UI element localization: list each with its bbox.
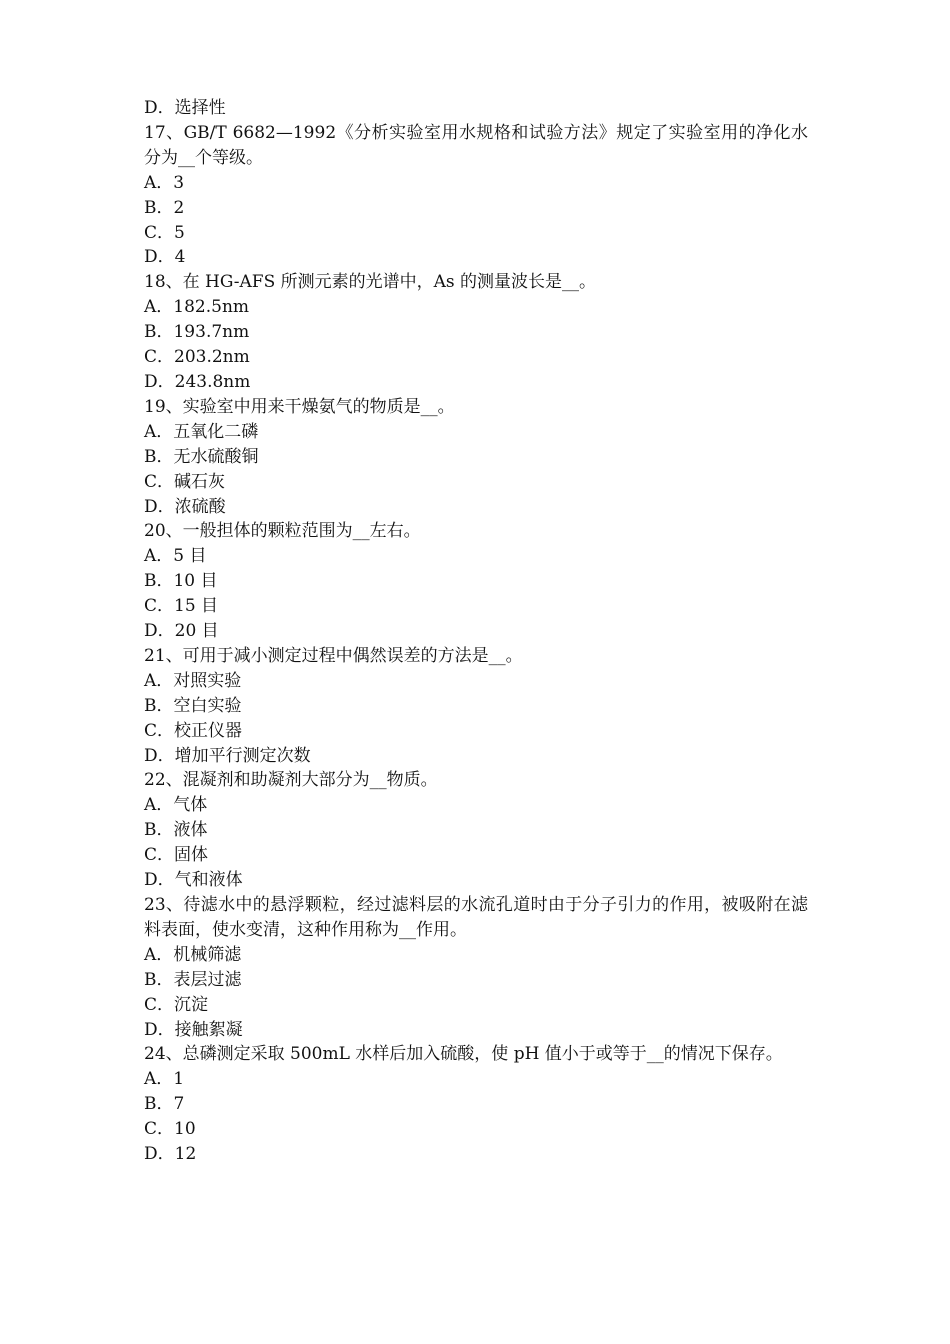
question-block [144,270,808,395]
answer-option: D．增加平行测定次数 [144,745,311,766]
answer-option: A．3 [144,172,185,193]
answer-option: C．5 [144,222,185,243]
question-block [144,395,808,520]
answer-option: A．5 目 [144,546,207,567]
answer-option: A．机械筛滤 [144,944,242,965]
answer-option: C．固体 [144,845,209,866]
question-stem: 17、GB/T 6682—1992《分析实验室用水规格和试验方法》规定了实验室用的净化水分为__个等级。 [144,122,808,168]
answer-option: B．表层过滤 [144,969,242,990]
answer-option: C．碱石灰 [144,471,226,492]
question-block [144,121,808,270]
answer-option: B．空白实验 [144,695,242,716]
answer-option: A．气体 [144,795,208,816]
question-stem: 20、一般担体的颗粒范围为__左右。 [144,521,421,542]
answer-option: A．1 [144,1069,185,1090]
answer-option: C．10 [144,1119,196,1140]
question-stem: 23、待滤水中的悬浮颗粒，经过滤料层的水流孔道时由于分子引力的作用，被吸附在滤料表面，使水变清，这种作用称为__作用。 [144,895,808,940]
answer-option: B．10 目 [144,571,218,592]
answer-option: D．12 [144,1144,197,1165]
answer-option: B．7 [144,1094,185,1115]
answer-option: D．20 目 [144,621,219,642]
answer-option: C．203.2nm [144,347,250,368]
question-stem: 21、可用于减小测定过程中偶然误差的方法是__。 [144,645,523,666]
answer-option: B．液体 [144,820,208,841]
question-block [144,768,808,893]
answer-option: C．校正仪器 [144,720,243,741]
answer-option: D．243.8nm [144,371,251,392]
question-stem: 24、总磷测定采取 500mL 水样后加入硫酸，使 pH 值小于或等于__的情况下保存。 [144,1044,783,1065]
answer-option: A．五氧化二磷 [144,421,259,442]
answer-option: D．浓硫酸 [144,496,226,517]
question-block [144,893,808,1042]
answer-option: A．182.5nm [144,297,250,318]
question-block [144,519,808,644]
answer-option: C．15 目 [144,596,219,617]
answer-option: D．4 [144,247,186,268]
question-stem: 22、混凝剂和助凝剂大部分为__物质。 [144,770,438,791]
answer-option: A．对照实验 [144,670,242,691]
question-list [144,121,808,1167]
answer-option: B．无水硫酸铜 [144,446,259,467]
question-block [144,644,808,769]
answer-option: D．接触絮凝 [144,1019,243,1040]
document-page [144,96,808,1167]
question-stem: 18、在 HG-AFS 所测元素的光谱中，As 的测量波长是__。 [144,272,597,293]
answer-option: B．2 [144,197,185,218]
answer-option: D．气和液体 [144,870,243,891]
question-stem: 19、实验室中用来干燥氨气的物质是__。 [144,396,455,417]
question-block [144,1042,808,1167]
leading-option: D．选择性 [144,98,226,118]
answer-option: C．沉淀 [144,994,209,1015]
answer-option: B．193.7nm [144,322,250,343]
